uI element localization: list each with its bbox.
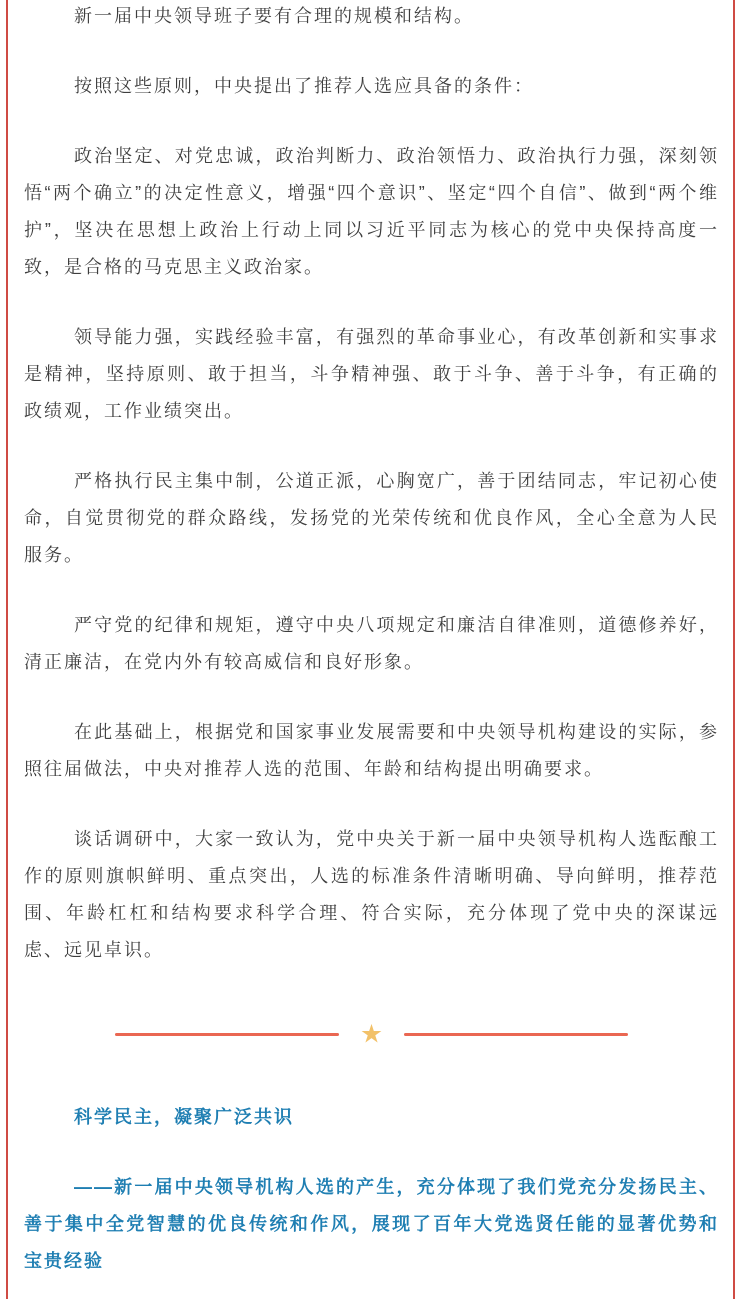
article-paragraph: 新一届中央领导班子要有合理的规模和结构。 xyxy=(74,6,474,26)
star-icon: ★ xyxy=(361,1022,382,1046)
article-paragraph: 严格执行民主集中制，公道正派，心胸宽广，善于团结同志，牢记初心使命，自觉贯彻党的群众路线，发扬党的光荣传统和优良作风，全心全意为人民服务。 xyxy=(24,471,719,565)
article-paragraph: 领导能力强，实践经验丰富，有强烈的革命事业心，有改革创新和实事求是精神，坚持原则、敢于担当，斗争精神强、敢于斗争、善于斗争，有正确的政绩观，工作业绩突出。 xyxy=(24,327,719,421)
section-divider xyxy=(24,1022,719,1046)
article-paragraph: 在此基础上，根据党和国家事业发展需要和中央领导机构建设的实际，参照往届做法，中央对推荐人选的范围、年龄和结构提出明确要求。 xyxy=(24,722,719,779)
divider-line-left xyxy=(115,1033,339,1036)
article-paragraph: 谈话调研中，大家一致认为，党中央关于新一届中央领导机构人选酝酿工作的原则旗帜鲜明、重点突出，人选的标准条件清晰明确、导向鲜明，推荐范围、年龄杠杠和结构要求科学合理、符合实际，充分体现了党中央的深谋远虑、远见卓识。 xyxy=(24,829,719,960)
section-lead-paragraph: ——新一届中央领导机构人选的产生，充分体现了我们党充分发扬民主、善于集中全党智慧的优良传统和作风，展现了百年大党选贤任能的显著优势和宝贵经验 xyxy=(24,1177,719,1271)
article-paragraph: 严守党的纪律和规矩，遵守中央八项规定和廉洁自律准则，道德修养好，清正廉洁，在党内外有较高威信和良好形象。 xyxy=(24,615,719,672)
article-content-box xyxy=(6,0,735,1299)
divider-line-right xyxy=(404,1033,628,1036)
section-heading: 科学民主，凝聚广泛共识 xyxy=(74,1107,294,1127)
article-paragraph: 按照这些原则，中央提出了推荐人选应具备的条件： xyxy=(74,76,534,96)
article-paragraph: 政治坚定、对党忠诚，政治判断力、政治领悟力、政治执行力强，深刻领悟“两个确立”的决定性意义，增强“四个意识”、坚定“四个自信”、做到“两个维护”，坚决在思想上政治上行动上同以习近平同志为核心的党中央保持高度一致，是合格的马克思主义政治家。 xyxy=(24,146,719,277)
